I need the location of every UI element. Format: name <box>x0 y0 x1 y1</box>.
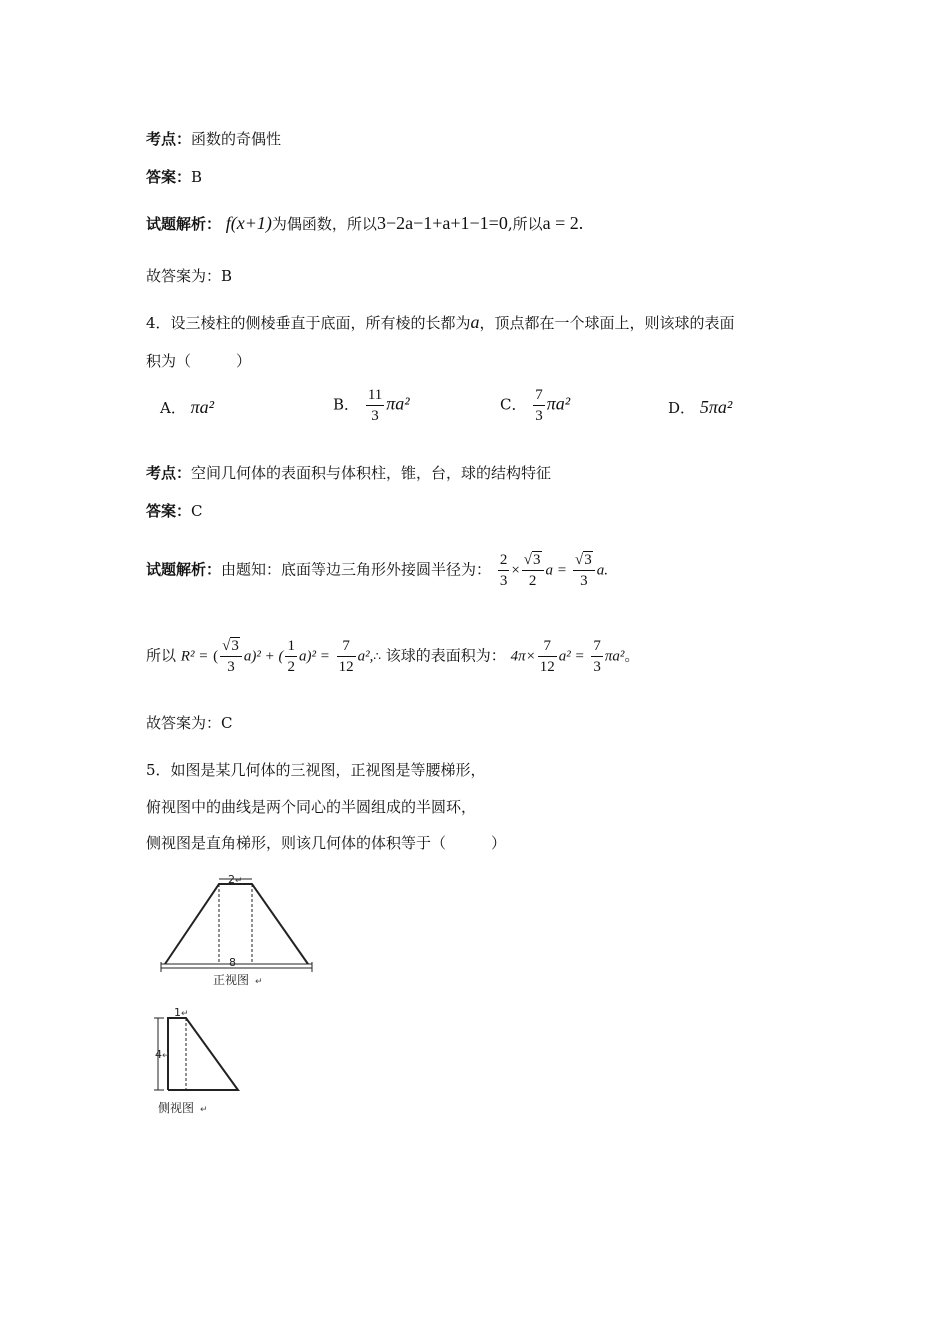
q4-option-d-expr: 5πa² <box>699 397 733 417</box>
q4-area-res-den: 3 <box>591 656 603 677</box>
q4-r-frac2-den: 2 <box>522 570 544 591</box>
q4-area-res-frac <box>591 636 603 677</box>
q4-option-b <box>333 385 410 426</box>
q3-analysis <box>146 213 583 234</box>
q4-line2-prefix: 所以 <box>146 646 177 665</box>
front-view-caption: 正视图 <box>213 973 250 987</box>
q4-sqrt3-over-3 <box>220 636 242 677</box>
q4-area-res-num: 7 <box>593 638 601 654</box>
q4-option-c-den: 3 <box>533 405 545 426</box>
q4-paren-close-a: a)² + ( <box>243 648 284 665</box>
q4-r-frac2-num: √3 <box>523 552 541 568</box>
q4-analysis-line2 <box>146 636 639 677</box>
q4-conclusion: 故答案为：C <box>146 714 233 732</box>
q4-option-d <box>668 397 732 418</box>
q4-area-frac <box>538 636 557 677</box>
q4-option-c-num: 7 <box>535 387 543 403</box>
side-view-top-dim: 1 <box>174 1006 181 1019</box>
side-view-outline <box>168 1018 238 1090</box>
q4-sqrt3-over-3-den: 3 <box>220 656 242 677</box>
q3-analysis-res: a = 2. <box>542 213 584 233</box>
side-view-top-mark: ↵ <box>181 1009 189 1019</box>
front-view-caption-mark: ↵ <box>255 977 263 987</box>
q4-r-frac3-num: √3 <box>575 552 592 568</box>
q4-analysis-line1 <box>146 550 608 591</box>
q3-analysis-f: f(x+1) <box>225 213 272 233</box>
q4-stem-line1 <box>146 312 735 333</box>
q4-half <box>285 636 297 677</box>
q4-analysis-label: 试题解析： <box>146 560 222 579</box>
q4-stem-text: 4．设三棱柱的侧棱垂直于底面，所有棱的长都为 <box>146 314 471 332</box>
q4-sqrt3-over-3-num: √3 <box>222 638 239 654</box>
q4-therefore: ∴ <box>373 649 382 664</box>
q3-kaodian <box>146 128 281 149</box>
q4-option-a-expr: πa² <box>190 397 215 417</box>
q4-analysis-text: 由题知：底面等边三角形外接圆半径为： <box>221 560 492 579</box>
q4-r-frac2-sqrt: 3 <box>533 552 541 568</box>
q3-answer <box>146 166 202 187</box>
q4-option-d-label: D． <box>668 399 696 417</box>
q3-analysis-label: 试题解析： <box>146 215 222 233</box>
side-view-figure <box>148 1002 258 1122</box>
q4-area-end: 。 <box>624 646 640 665</box>
q3-analysis-mid: 为偶函数，所以 <box>271 215 377 233</box>
q4-r-times: × <box>511 562 520 579</box>
q4-stem-line2: 积为（ ） <box>146 352 252 370</box>
q3-answer-label: 答案： <box>146 168 192 186</box>
q4-r-frac2 <box>522 550 544 591</box>
front-view-top-mark: ↵ <box>235 876 243 886</box>
q3-kaodian-label: 考点： <box>146 130 192 148</box>
q4-area-mid: a² = <box>558 648 585 665</box>
q4-option-b-den: 3 <box>366 405 384 426</box>
q4-r-frac1 <box>498 550 510 591</box>
q4-option-a-label: A． <box>160 399 186 417</box>
q4-R2: R² = <box>180 648 209 665</box>
q4-half-num: 1 <box>287 638 295 654</box>
q4-r-frac3-sqrt: 3 <box>584 552 592 568</box>
q4-area-text: 该球的表面积为： <box>385 646 506 665</box>
q3-answer-text: B <box>191 168 203 186</box>
q4-option-c-label: C． <box>500 395 527 414</box>
q4-stem-text-b: ，顶点都在一个球面上，则该球的表面 <box>479 314 735 332</box>
q4-option-c-frac <box>533 385 545 426</box>
side-view-height-dim: 4 <box>155 1048 162 1061</box>
side-view-caption-mark: ↵ <box>200 1105 208 1115</box>
q4-kaodian <box>146 462 551 483</box>
front-view-bottom-dim: 8 <box>229 956 236 969</box>
q4-sqrt3-over-3-sqrt: 3 <box>231 638 239 654</box>
q4-kaodian-label: 考点： <box>146 464 192 482</box>
q4-area-den: 12 <box>538 656 557 677</box>
q4-option-b-tail: πa² <box>386 393 410 414</box>
q4-r2-den: 12 <box>337 656 356 677</box>
q4-kaodian-text: 空间几何体的表面积与体积柱，锥，台，球的结构特征 <box>191 464 552 482</box>
q4-paren-open: ( <box>213 648 219 665</box>
front-view-outline <box>165 884 308 964</box>
q4-area-num: 7 <box>543 638 551 654</box>
q4-r-frac3-den: 3 <box>573 570 595 591</box>
q4-option-c <box>500 385 570 426</box>
q4-r-frac1-den: 3 <box>498 570 510 591</box>
q4-r2-frac <box>337 636 356 677</box>
q4-r-frac1-num: 2 <box>499 552 508 568</box>
q4-r-eq: = <box>557 562 567 579</box>
front-view-figure <box>155 870 320 990</box>
q4-r-frac3 <box>573 550 595 591</box>
q4-answer-text: C <box>191 502 203 520</box>
q4-r-a: a <box>545 562 554 579</box>
q4-option-b-label: B． <box>333 395 360 414</box>
q4-answer-label: 答案： <box>146 502 192 520</box>
front-view-top-dim: 2 <box>228 873 235 886</box>
q4-paren-close-b: a)² = <box>298 648 330 665</box>
q4-option-b-frac <box>366 385 384 426</box>
q3-analysis-tail: ,所以 <box>507 215 543 233</box>
q5-stem-line2: 俯视图中的曲线是两个同心的半圆组成的半圆环， <box>146 798 477 816</box>
q4-r2-num: 7 <box>342 638 350 654</box>
q3-conclusion: 故答案为：B <box>146 267 233 285</box>
q5-stem-line3: 侧视图是直角梯形，则该几何体的体积等于（ ） <box>146 834 507 852</box>
q4-option-a <box>160 397 214 418</box>
q3-analysis-eq: 3−2a−1+a+1−1=0 <box>376 213 508 233</box>
q4-answer <box>146 500 203 521</box>
q4-option-b-num: 11 <box>367 387 383 403</box>
q4-r-a-end: a. <box>596 562 609 579</box>
q4-area-lead: 4π× <box>510 648 536 665</box>
q4-half-den: 2 <box>285 656 297 677</box>
q4-area-res-tail: πa² <box>604 648 625 665</box>
side-view-caption: 侧视图 <box>158 1101 195 1115</box>
q4-stem-var: a <box>470 312 480 332</box>
q4-r2-tail: a², <box>357 648 374 665</box>
q5-stem-line1: 5．如图是某几何体的三视图，正视图是等腰梯形， <box>146 761 486 779</box>
q3-kaodian-text: 函数的奇偶性 <box>191 130 282 148</box>
side-view-height-mark: ↵ <box>162 1051 170 1061</box>
q4-option-c-tail: πa² <box>546 393 571 414</box>
